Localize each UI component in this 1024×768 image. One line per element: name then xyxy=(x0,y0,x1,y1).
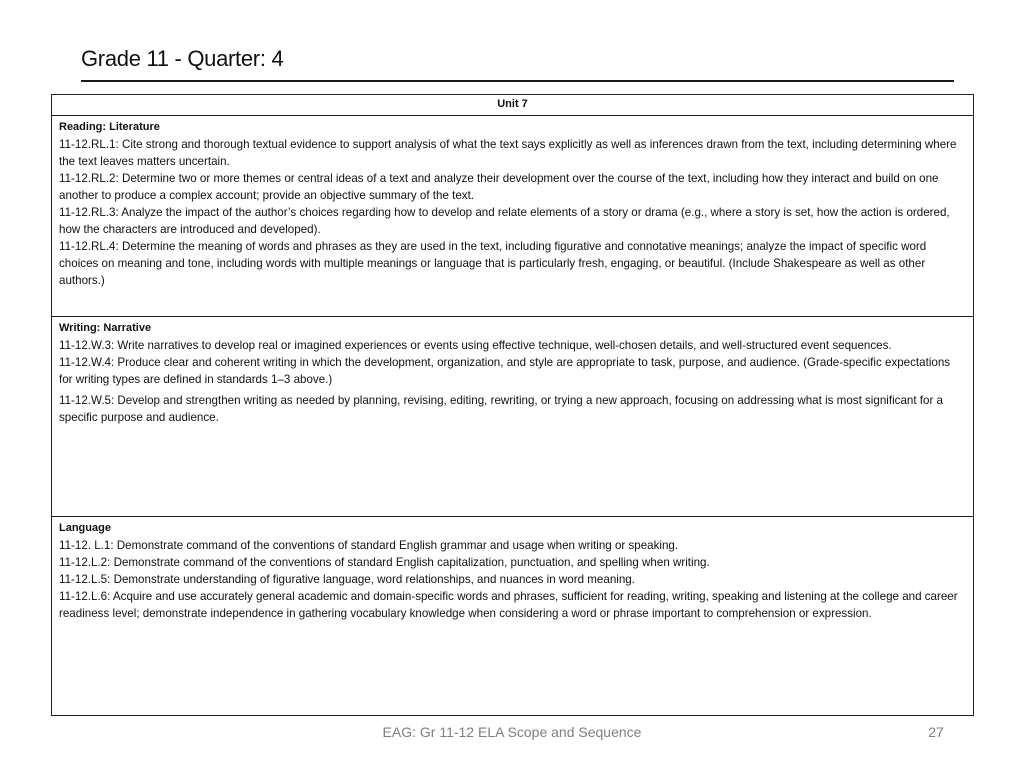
standard-l-1: 11-12. L.1: Demonstrate command of the conventions of standard English grammar and usage when writing or speaking. xyxy=(59,539,679,552)
standard-w-3: 11-12.W.3: Write narratives to develop real or imagined experiences or events using effective technique, well-chosen details, and well-structured event sequences. xyxy=(59,339,892,352)
language-cell xyxy=(52,517,974,716)
standard-rl-1: 11-12.RL.1: Cite strong and thorough textual evidence to support analysis of what the text says explicitly as well as inferences drawn from the text, including determining where the text leaves matters uncertain. xyxy=(59,138,957,168)
standard-w-4: 11-12.W.4: Produce clear and coherent writing in which the development, organization, and style are appropriate to task, purpose, and audience. (Grade-specific expectations for writing types are defined in standards 1–3 above.) xyxy=(59,356,951,386)
section-heading-language: Language xyxy=(59,522,111,534)
standard-l-5: 11-12.L.5: Demonstrate understanding of figurative language, word relationships, and nuances in word meaning. xyxy=(59,573,635,586)
reading-literature-cell xyxy=(52,116,974,317)
unit-header: Unit 7 xyxy=(52,95,974,116)
page-number: 27 xyxy=(928,724,944,740)
table-row-reading-literature xyxy=(52,116,974,317)
section-heading-writing-narrative: Writing: Narrative xyxy=(59,322,152,334)
writing-narrative-cell xyxy=(52,317,974,517)
section-heading-reading-literature: Reading: Literature xyxy=(59,121,160,133)
standard-l-2: 11-12.L.2: Demonstrate command of the conventions of standard English capitalization, punctuation, and spelling when writing. xyxy=(59,556,710,569)
standard-l-6: 11-12.L.6: Acquire and use accurately general academic and domain-specific words and phrases, sufficient for reading, writing, speaking and listening at the college and career readiness level; demonstrate independence in gathering vocabulary knowledge when considering a word or phrase important to comprehension or expression. xyxy=(59,590,958,620)
table-row-language xyxy=(52,517,974,716)
page-title: Grade 11 - Quarter: 4 xyxy=(81,46,284,71)
table-row-writing-narrative xyxy=(52,317,974,517)
title-divider xyxy=(81,80,954,82)
standard-w-5: 11-12.W.5: Develop and strengthen writing as needed by planning, revising, editing, rewriting, or trying a new approach, focusing on addressing what is most significant for a specific purpose and audience. xyxy=(59,394,943,424)
standard-rl-4: 11-12.RL.4: Determine the meaning of words and phrases as they are used in the text, including figurative and connotative meanings; analyze the impact of specific word choices on meaning and tone, including words with multiple meanings or language that is particularly fresh, engaging, or beautiful. (Include Shakespeare as well as other authors.) xyxy=(59,240,927,287)
table-header-row xyxy=(52,95,974,116)
footer-text: EAG: Gr 11-12 ELA Scope and Sequence xyxy=(382,724,642,740)
scope-table xyxy=(51,94,974,716)
standard-rl-2: 11-12.RL.2: Determine two or more themes or central ideas of a text and analyze their development over the course of the text, including how they interact and build on one another to produce a complex account; provide an objective summary of the text. xyxy=(59,172,939,202)
standard-rl-3: 11-12.RL.3: Analyze the impact of the author’s choices regarding how to develop and relate elements of a story or drama (e.g., where a story is set, how the action is ordered, how the characters are introduced and developed). xyxy=(59,206,950,236)
